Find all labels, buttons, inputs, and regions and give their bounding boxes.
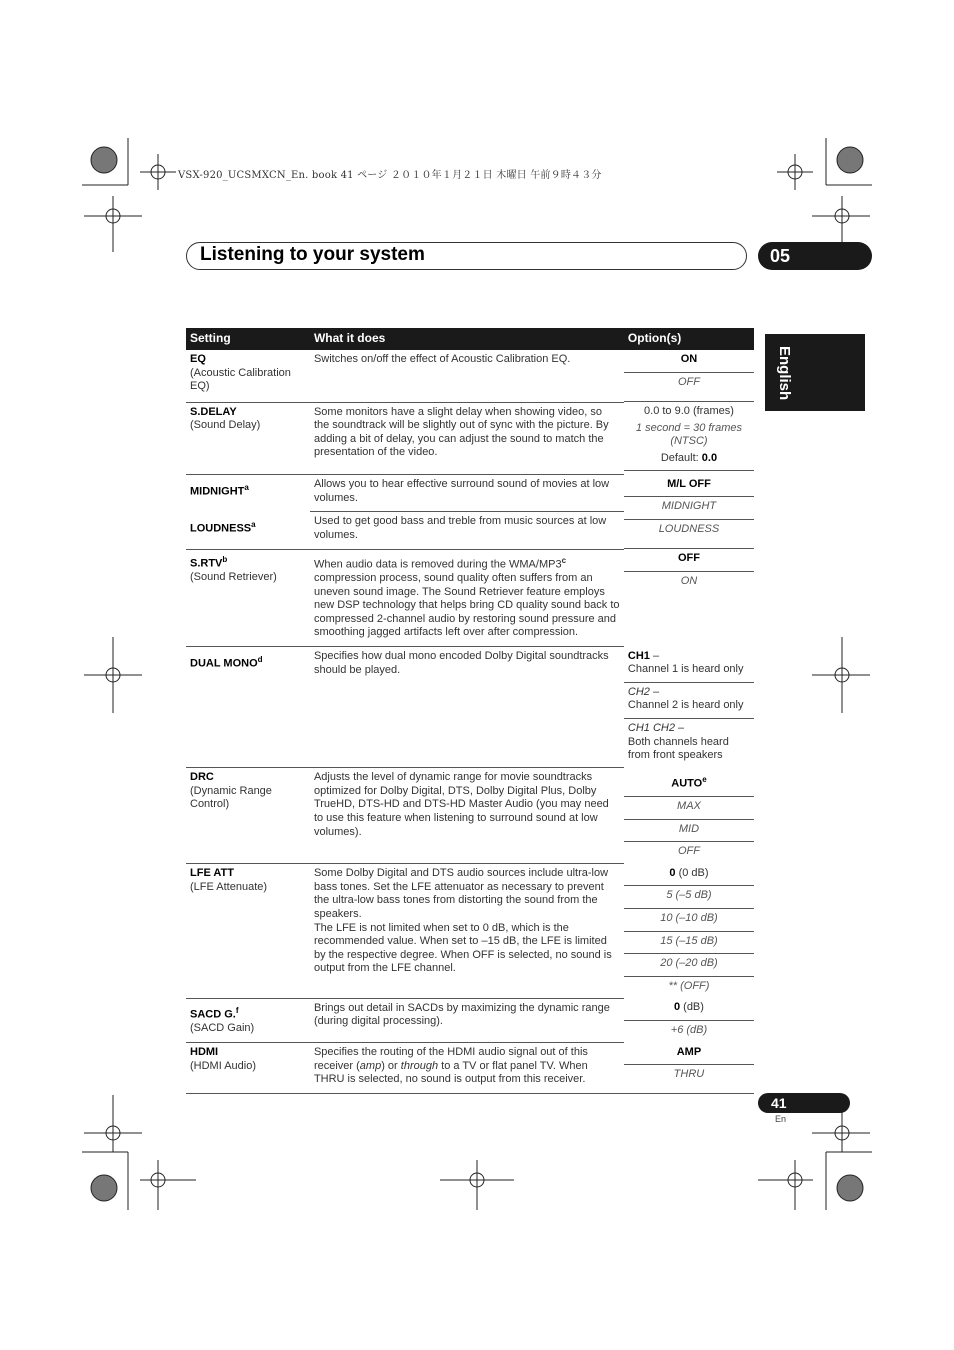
table-row bbox=[186, 1043, 754, 1094]
option-item: MAX bbox=[624, 797, 754, 820]
description-text: compression process, sound quality often suffers from an uneven sound image. The Sound Retriever feature employs new DSP technology that helps bring CD quality sound back to compressed 2-channel audio by restoring sound pressure and smoothing jagged artifacts left over after compression. bbox=[313, 572, 620, 639]
table-row bbox=[186, 864, 754, 999]
option-default bbox=[628, 452, 750, 466]
settings-table bbox=[186, 328, 754, 1094]
option-item bbox=[624, 683, 754, 719]
option-item: ON bbox=[680, 574, 698, 587]
footnote-marker: f bbox=[235, 1005, 239, 1015]
column-header-setting: Setting bbox=[186, 328, 310, 350]
description-text: When audio data is removed during the WMA/MP3 bbox=[313, 558, 562, 571]
option-description: Channel 1 is heard only bbox=[627, 663, 744, 676]
setting-name: HDMI bbox=[190, 1046, 219, 1058]
option-item: LOUDNESS bbox=[624, 520, 754, 550]
description-text: ) or bbox=[381, 1059, 401, 1072]
setting-description: Used to get good bass and treble from music sources at low volumes. bbox=[310, 512, 624, 549]
option-description: Both channels heard from front speakers bbox=[627, 735, 729, 762]
option-item bbox=[624, 719, 754, 768]
setting-description: Specifies how dual mono encoded Dolby Digital soundtracks should be played. bbox=[310, 647, 624, 768]
option-value: (0 dB) bbox=[675, 866, 709, 879]
option-item bbox=[624, 998, 754, 1021]
setting-subtitle: (SACD Gain) bbox=[190, 1022, 255, 1035]
setting-description: Adjusts the level of dynamic range for movie soundtracks optimized for Dolby Digital, DTS, Dolby Digital Plus, Dolby TrueHD, DTS-HD and DTS-HD Master Audio (you may need to use this feature when listening to surround sound at low volumes). bbox=[310, 768, 624, 864]
footnote-marker: d bbox=[257, 655, 263, 665]
setting-subtitle: (Sound Retriever) bbox=[190, 571, 277, 584]
option-label: CH1 bbox=[627, 649, 650, 662]
page-number: 41 bbox=[758, 1093, 850, 1113]
table-header-row bbox=[186, 328, 754, 350]
setting-name: S.DELAY bbox=[190, 405, 237, 418]
description-text: to a TV or flat panel TV. When THRU is selected, no sound is output from this receiver. bbox=[313, 1059, 588, 1086]
setting-subtitle: (Sound Delay) bbox=[190, 419, 261, 432]
column-header-what-it-does: What it does bbox=[310, 328, 624, 350]
setting-name: DRC bbox=[190, 771, 214, 784]
option-item: 10 (–10 dB) bbox=[624, 909, 754, 932]
option-item: MIDNIGHT bbox=[624, 497, 754, 520]
option-label: 0 bbox=[673, 1001, 681, 1014]
setting-description bbox=[310, 549, 624, 646]
setting-description bbox=[310, 864, 624, 999]
setting-name: DUAL MONO bbox=[190, 657, 258, 670]
page-language: En bbox=[775, 1114, 787, 1124]
option-value: (dB) bbox=[680, 1001, 704, 1014]
table-row bbox=[186, 768, 754, 864]
setting-description bbox=[310, 1043, 624, 1094]
option-label: CH2 – bbox=[627, 685, 660, 698]
option-label: AUTO bbox=[671, 777, 703, 790]
setting-description: Brings out detail in SACDs by maximizing the dynamic range (during digital processing). bbox=[310, 998, 624, 1042]
table-row bbox=[186, 998, 754, 1042]
table-row bbox=[186, 549, 754, 646]
option-dash: – bbox=[649, 649, 660, 662]
description-paragraph: The LFE is not limited when set to 0 dB, which is the recommended value. When set to –15 dB, the LFE is limited by the respective degree. When OFF is selected, no sound is output from the LFE channel. bbox=[313, 921, 612, 975]
setting-subtitle: (LFE Attenuate) bbox=[190, 880, 268, 893]
footnote-marker: e bbox=[702, 774, 707, 784]
description-paragraph: Some Dolby Digital and DTS audio sources include ultra-low bass tones. Set the LFE attenuator as necessary to prevent the ultra-low bass tones from distorting the sound from the speakers. bbox=[313, 867, 609, 921]
setting-name: EQ bbox=[190, 353, 206, 365]
footnote-marker: c bbox=[561, 555, 567, 565]
option-item: AMP bbox=[624, 1043, 754, 1066]
setting-description: Some monitors have a slight delay when showing video, so the soundtrack will be slightly out of sync with the picture. By adding a bit of delay, you can adjust the sound to match the presentation of the video. bbox=[310, 402, 624, 474]
setting-name: S.RTV bbox=[190, 557, 223, 570]
option-default-label: Default: bbox=[660, 451, 699, 464]
option-item: OFF bbox=[677, 845, 700, 858]
description-text: through bbox=[400, 1059, 439, 1072]
language-label: English bbox=[776, 346, 793, 401]
option-item: OFF bbox=[624, 549, 754, 572]
column-header-options: Option(s) bbox=[624, 328, 754, 350]
option-item: ** (OFF) bbox=[668, 979, 710, 992]
option-item bbox=[624, 768, 754, 797]
option-item: 20 (–20 dB) bbox=[624, 954, 754, 977]
setting-description: Switches on/off the effect of Acoustic Calibration EQ. bbox=[310, 350, 624, 402]
option-item: 5 (–5 dB) bbox=[624, 886, 754, 909]
footnote-marker: b bbox=[222, 554, 228, 564]
option-item: ON bbox=[624, 350, 754, 373]
setting-subtitle: (Acoustic Calibration EQ) bbox=[190, 366, 291, 393]
option-default-value: 0.0 bbox=[701, 451, 718, 464]
table-row bbox=[186, 402, 754, 474]
table-row bbox=[186, 647, 754, 768]
setting-name: LOUDNESS bbox=[190, 522, 252, 535]
option-item: 15 (–15 dB) bbox=[624, 932, 754, 955]
option-item bbox=[624, 864, 754, 887]
file-info-line: VSX-920_UCSMXCN_En. book 41 ページ ２０１０年１月２１日 木曜日 午前９時４３分 bbox=[178, 170, 602, 181]
language-tab bbox=[765, 334, 865, 411]
option-item: OFF bbox=[624, 373, 754, 403]
setting-name: MIDNIGHT bbox=[190, 485, 245, 498]
description-text: amp bbox=[359, 1059, 382, 1072]
setting-subtitle: (Dynamic Range Control) bbox=[190, 784, 272, 811]
option-description: Channel 2 is heard only bbox=[627, 699, 744, 712]
table-row bbox=[186, 350, 754, 402]
option-item: THRU bbox=[673, 1068, 705, 1081]
setting-name: LFE ATT bbox=[190, 867, 234, 880]
setting-description: Allows you to hear effective surround sound of movies at low volumes. bbox=[310, 475, 624, 512]
setting-name: SACD G. bbox=[190, 1008, 236, 1021]
option-label: 0 bbox=[669, 866, 676, 879]
option-item bbox=[624, 647, 754, 683]
option-item: 0.0 to 9.0 (frames) bbox=[644, 405, 734, 418]
chapter-number: 05 bbox=[758, 242, 872, 270]
option-item: M/L OFF bbox=[624, 475, 754, 498]
table-row bbox=[186, 475, 754, 512]
option-note: 1 second = 30 frames (NTSC) bbox=[635, 421, 742, 448]
description-text: Specifies the routing of the HDMI audio signal out of this receiver ( bbox=[313, 1046, 588, 1072]
setting-subtitle: (HDMI Audio) bbox=[190, 1059, 257, 1072]
section-title: Listening to your system bbox=[200, 244, 425, 265]
option-item: MID bbox=[624, 820, 754, 843]
option-label: CH1 CH2 – bbox=[627, 721, 685, 734]
footnote-marker: a bbox=[244, 483, 249, 493]
footnote-marker: a bbox=[251, 519, 256, 529]
option-item: +6 (dB) bbox=[670, 1023, 708, 1036]
